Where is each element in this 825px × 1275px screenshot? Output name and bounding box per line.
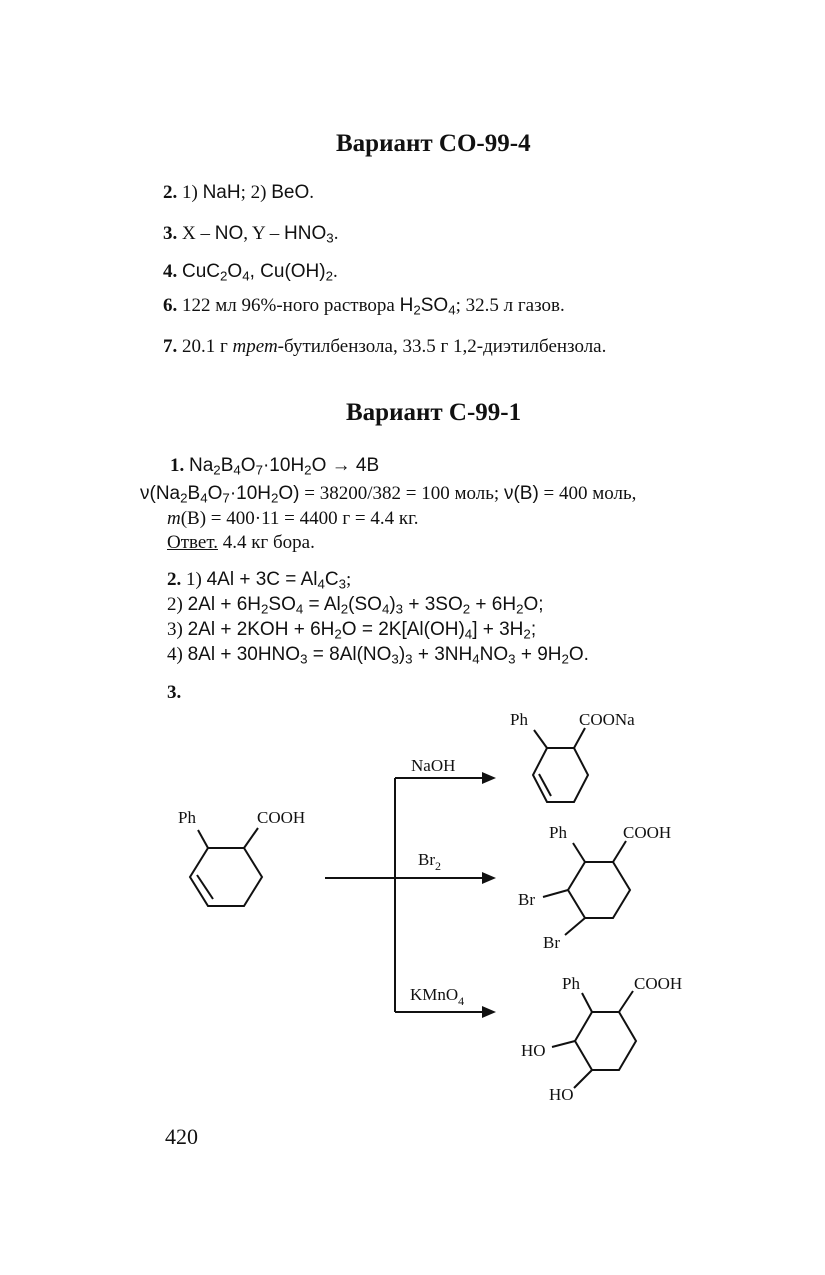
v2-problem1-line2: $\nu(Na_2B_4O_7\cdot 10H_2O) = 38200/382 = 100$ моль; ν(B) = 400 моль, (140, 483, 637, 506)
product3-ph-bond (582, 993, 592, 1012)
arrowhead-1 (482, 772, 496, 784)
product2-br1-bond (543, 890, 568, 897)
v2-problem1-line1: 1. $Na_2B_4O_7\cdot 10H_2O \to 4B$ (170, 455, 380, 478)
v2-problem3-number: 3. (167, 682, 182, 703)
start-cooh-bond (244, 828, 258, 848)
start-double-bond (197, 875, 213, 899)
v2-problem1-line3: m(B) = 400·11 = 4400 г = 4.4 кг. (167, 508, 419, 529)
v1-item-2: 2. 1) NaH; 2) BeO. (163, 182, 314, 203)
v1-item-7: 7. 20.1 г трет-бутилбензола, 33.5 г 1,2-диэтилбензола. (163, 336, 607, 357)
start-ph-label: Ph (178, 808, 196, 827)
product1-molecule (510, 710, 635, 802)
variant2-title: Вариант С-99-1 (346, 399, 522, 426)
v2-problem2-r3: 3) $2Al + 2KOH + 6H_2O = 2K[Al(OH)_4] + 3H_2$; (167, 619, 537, 642)
product2-ph-label: Ph (549, 823, 567, 842)
v2-problem2-r4: 4) $8Al + 30HNO_3 = 8Al(NO_3)_3 + 3NH_4NO_3 + 9H_2O$. (167, 644, 589, 667)
product3-cooh-label: COOH (634, 974, 683, 993)
product3-cooh-bond (619, 991, 633, 1012)
product1-double-bond (539, 774, 551, 796)
variant1-title: Вариант СО-99-4 (336, 130, 531, 157)
reagent-naoh: NaOH (411, 756, 456, 775)
product1-coona-label: COONa (579, 710, 635, 729)
start-ph-bond (198, 830, 208, 848)
reaction-arrows (325, 756, 496, 1018)
product3-ho2-bond (574, 1070, 592, 1088)
product1-ph-label: Ph (510, 710, 528, 729)
v2-problem2-r1: 2. 1) $4Al + 3C = Al_4C_3$; (167, 569, 352, 592)
product2-ph-bond (573, 843, 585, 862)
v1-item-4: 4. $CuC_2O_4$, $Cu(OH)_2$. (163, 261, 338, 284)
v1-item-3: 3. X – NO, Y – $HNO_3$. (163, 223, 339, 246)
product3-ring (575, 1012, 636, 1070)
product3-ho1-bond (552, 1041, 575, 1047)
product2-molecule (518, 823, 671, 952)
arrowhead-3 (482, 1006, 496, 1018)
product3-molecule (521, 974, 682, 1104)
product2-ring (568, 862, 630, 918)
product2-br1-label: Br (518, 890, 535, 909)
page-number: 420 (165, 1124, 198, 1149)
product2-br2-bond (565, 918, 585, 935)
start-ring (190, 848, 262, 906)
product3-ph-label: Ph (562, 974, 580, 993)
product2-cooh-bond (613, 841, 626, 862)
product3-ho1-label: HO (521, 1041, 546, 1060)
v2-problem1-answer: Ответ. 4.4 кг бора. (167, 532, 315, 553)
arrowhead-2 (482, 872, 496, 884)
product2-cooh-label: COOH (623, 823, 672, 842)
product2-br2-label: Br (543, 933, 560, 952)
start-cooh-label: COOH (257, 808, 306, 827)
reagent-br2: $Br_2$ (418, 850, 441, 873)
reagent-kmno4: KMnO$_4$ (410, 985, 465, 1008)
v1-item-6: 6. 122 мл 96%-ного раствора $H_2SO_4$; 32.5 л газов. (163, 295, 565, 318)
product1-ring (533, 748, 588, 802)
v2-problem2-r2: 2) $2Al + 6H_2SO_4 = Al_2(SO_4)_3 + 3SO_2 + 6H_2O$; (167, 594, 544, 617)
start-molecule (178, 808, 305, 906)
product1-coona-bond (574, 728, 585, 748)
product3-ho2-label: HO (549, 1085, 574, 1104)
product1-ph-bond (534, 730, 547, 748)
